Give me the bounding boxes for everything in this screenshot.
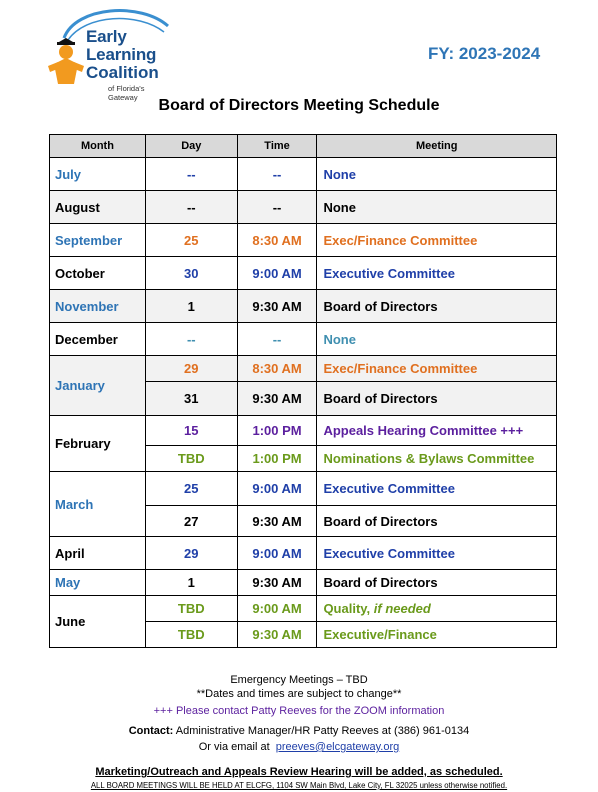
- table-row: [50, 537, 557, 570]
- table-row: [50, 257, 557, 290]
- location-note: ALL BOARD MEETINGS WILL BE HELD AT ELCFG, 1104 SW Main Blvd, Lake City, FL 32025 unless otherwise notified.: [90, 781, 508, 790]
- month-cell: March: [50, 472, 146, 537]
- logo-line-learning: Learning: [86, 45, 157, 64]
- time-cell: --: [237, 323, 317, 356]
- header-time: Time: [237, 135, 317, 158]
- subject-to-change-note: **Dates and times are subject to change**: [196, 688, 402, 700]
- contact-label: Contact:: [128, 725, 174, 737]
- meeting-cell: None: [317, 191, 557, 224]
- meeting-cell: Board of Directors: [317, 290, 557, 323]
- table-row: [50, 472, 557, 506]
- day-cell: 1: [145, 290, 237, 323]
- meeting-cell: Executive Committee: [317, 257, 557, 290]
- meeting-cell: Board of Directors: [317, 570, 557, 596]
- day-cell: TBD: [145, 622, 237, 648]
- day-cell: TBD: [145, 446, 237, 472]
- table-row: [50, 191, 557, 224]
- meeting-cell: Executive Committee: [317, 537, 557, 570]
- email-link[interactable]: preeves@elcgateway.org: [275, 741, 400, 753]
- month-cell: August: [50, 191, 146, 224]
- header-meeting: Meeting: [317, 135, 557, 158]
- time-cell: 9:00 AM: [237, 472, 317, 506]
- meeting-cell: None: [317, 158, 557, 191]
- day-cell: --: [145, 191, 237, 224]
- time-cell: 9:00 AM: [237, 257, 317, 290]
- meeting-cell: Executive/Finance: [317, 622, 557, 648]
- time-cell: 1:00 PM: [237, 416, 317, 446]
- header-month: Month: [50, 135, 146, 158]
- month-cell: June: [50, 596, 146, 648]
- month-cell: September: [50, 224, 146, 257]
- time-cell: 8:30 AM: [237, 356, 317, 382]
- emergency-note: Emergency Meetings – TBD: [230, 674, 368, 686]
- month-cell: July: [50, 158, 146, 191]
- meeting-cell: Exec/Finance Committee: [317, 224, 557, 257]
- time-cell: 9:30 AM: [237, 290, 317, 323]
- day-cell: 1: [145, 570, 237, 596]
- table-row: [50, 224, 557, 257]
- month-cell: May: [50, 570, 146, 596]
- meeting-cell: Exec/Finance Committee: [317, 356, 557, 382]
- time-cell: 9:30 AM: [237, 382, 317, 416]
- meeting-cell: Executive Committee: [317, 472, 557, 506]
- day-cell: 30: [145, 257, 237, 290]
- time-cell: 8:30 AM: [237, 224, 317, 257]
- month-cell: April: [50, 537, 146, 570]
- month-cell: December: [50, 323, 146, 356]
- zoom-note: +++ Please contact Patty Reeves for the ZOOM information: [153, 705, 445, 717]
- table-row: [50, 290, 557, 323]
- table-row: [50, 158, 557, 191]
- logo-line-early: Early: [86, 27, 127, 46]
- meeting-cell: Nominations & Bylaws Committee: [317, 446, 557, 472]
- day-cell: 29: [145, 537, 237, 570]
- time-cell: 9:30 AM: [237, 622, 317, 648]
- day-cell: 25: [145, 472, 237, 506]
- month-cell: February: [50, 416, 146, 472]
- month-cell: November: [50, 290, 146, 323]
- day-cell: 27: [145, 506, 237, 537]
- header-day: Day: [145, 135, 237, 158]
- meeting-cell: Appeals Hearing Committee +++: [317, 416, 557, 446]
- time-cell: --: [237, 158, 317, 191]
- contact-text: Administrative Manager/HR Patty Reeves at (386) 961-0134: [173, 725, 470, 737]
- logo-subtitle: of Florida's Gateway: [108, 84, 145, 102]
- time-cell: 1:00 PM: [237, 446, 317, 472]
- table-row: [50, 323, 557, 356]
- meeting-note: if needed: [373, 601, 431, 616]
- marketing-note: Marketing/Outreach and Appeals Review Hearing will be added, as scheduled.: [95, 766, 503, 778]
- day-cell: --: [145, 158, 237, 191]
- table-header-row: [50, 135, 557, 158]
- month-cell: January: [50, 356, 146, 416]
- time-cell: 9:00 AM: [237, 596, 317, 622]
- day-cell: 29: [145, 356, 237, 382]
- day-cell: 15: [145, 416, 237, 446]
- day-cell: TBD: [145, 596, 237, 622]
- logo: [46, 8, 176, 102]
- meeting-text: Quality,: [323, 601, 374, 616]
- page-title: Board of Directors Meeting Schedule: [158, 97, 440, 114]
- time-cell: 9:30 AM: [237, 570, 317, 596]
- meeting-schedule-table: [49, 134, 557, 648]
- contact-line: [0, 725, 598, 737]
- table-row: [50, 570, 557, 596]
- logo-line-coalition: Coalition: [86, 63, 159, 82]
- fiscal-year: FY: 2023-2024: [428, 44, 541, 63]
- table-row: [50, 416, 557, 446]
- meeting-cell: None: [317, 323, 557, 356]
- table-row: [50, 596, 557, 622]
- time-cell: --: [237, 191, 317, 224]
- day-cell: 31: [145, 382, 237, 416]
- table-row: [50, 356, 557, 382]
- email-line: [0, 741, 598, 753]
- time-cell: 9:00 AM: [237, 537, 317, 570]
- meeting-cell: Board of Directors: [317, 382, 557, 416]
- time-cell: 9:30 AM: [237, 506, 317, 537]
- day-cell: --: [145, 323, 237, 356]
- month-cell: October: [50, 257, 146, 290]
- meeting-cell: Board of Directors: [317, 506, 557, 537]
- meeting-cell: [317, 596, 557, 622]
- email-prefix: Or via email at: [198, 741, 276, 753]
- day-cell: 25: [145, 224, 237, 257]
